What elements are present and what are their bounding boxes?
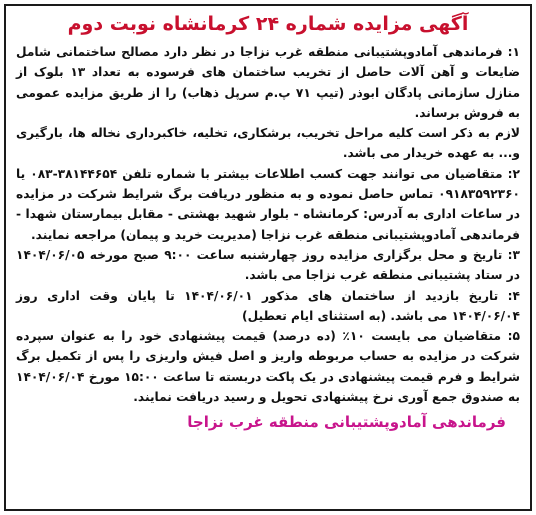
issuer-signature: فرماندهی آمادوپشتیبانی منطقه غرب نزاجا — [187, 413, 506, 432]
notice-title: آگهی مزایده شماره ۲۴ کرمانشاه نوبت دوم — [67, 13, 469, 35]
clause-1: ۱: فرماندهی آمادوپشتیبانی منطقه غرب نزاجا در نظر دارد مصالح ساختمانی شامل ضایعات و آهن آلات حاصل از تخریب ساختمان های فرسوده به تعداد ۱۳ بلوک از منازل سازمانی پادگان ابوذر (تیپ ۷۱ پ.م سرپل ذهاب) را از طریق مزایده عمومی به فروش برساند. — [16, 45, 520, 120]
clause-3: ۳: تاریخ و محل برگزاری مزایده روز چهارشنبه ساعت ۹:۰۰ صبح مورخه ۱۴۰۴/۰۶/۰۵ در ستاد پشتیبانی منطقه غرب نزاجا می باشد. — [16, 247, 520, 283]
clause-1-note: لازم به ذکر است کلیه مراحل تخریب، برشکاری، تخلیه، خاکبرداری نخاله ها، بارگیری و... به عهده خریدار می باشد. — [16, 126, 520, 161]
clause-5: ۵: متقاضیان می بایست ۱۰٪ (ده درصد) قیمت پیشنهادی خود را به عنوان سپرده شرکت در مزایده به حساب مربوطه واریز و اصل فیش واریزی را پس از تکمیل برگ شرایط و فرم قیمت پیشنهادی در یک پاکت دربسته تا ساعت ۱۵:۰۰ مورخ ۱۴۰۴/۰۶/۰۴ به صندوق جمع آوری نرخ پیشنهادی تحویل و رسید دریافت نمایند. — [16, 329, 520, 405]
clause-2: ۲: متقاضیان می توانند جهت کسب اطلاعات بیشتر با شماره تلفن ۳۸۱۴۴۶۵۴-۰۸۳ یا ۰۹۱۸۳۵۹۲۳۶۰ تماس حاصل نموده و به منظور دریافت برگ شرایط شرکت در مزایده در ساعات اداری به آدرس: کرمانشاه - بلوار شهید بهشتی - مقابل بیمارستان شهدا - فرماندهی آمادوپشتیبانی منطقه غرب نزاجا (مدیریت خرید و پیمان) مراجعه نمایند. — [16, 166, 520, 242]
notice-frame — [4, 4, 532, 511]
clause-4: ۴: تاریخ بازدید از ساختمان های مذکور ۱۴۰۴/۰۶/۰۱ تا پایان وقت اداری روز ۱۴۰۴/۰۶/۰۴ می باشد. (به استثنای ایام تعطیل) — [16, 288, 520, 323]
